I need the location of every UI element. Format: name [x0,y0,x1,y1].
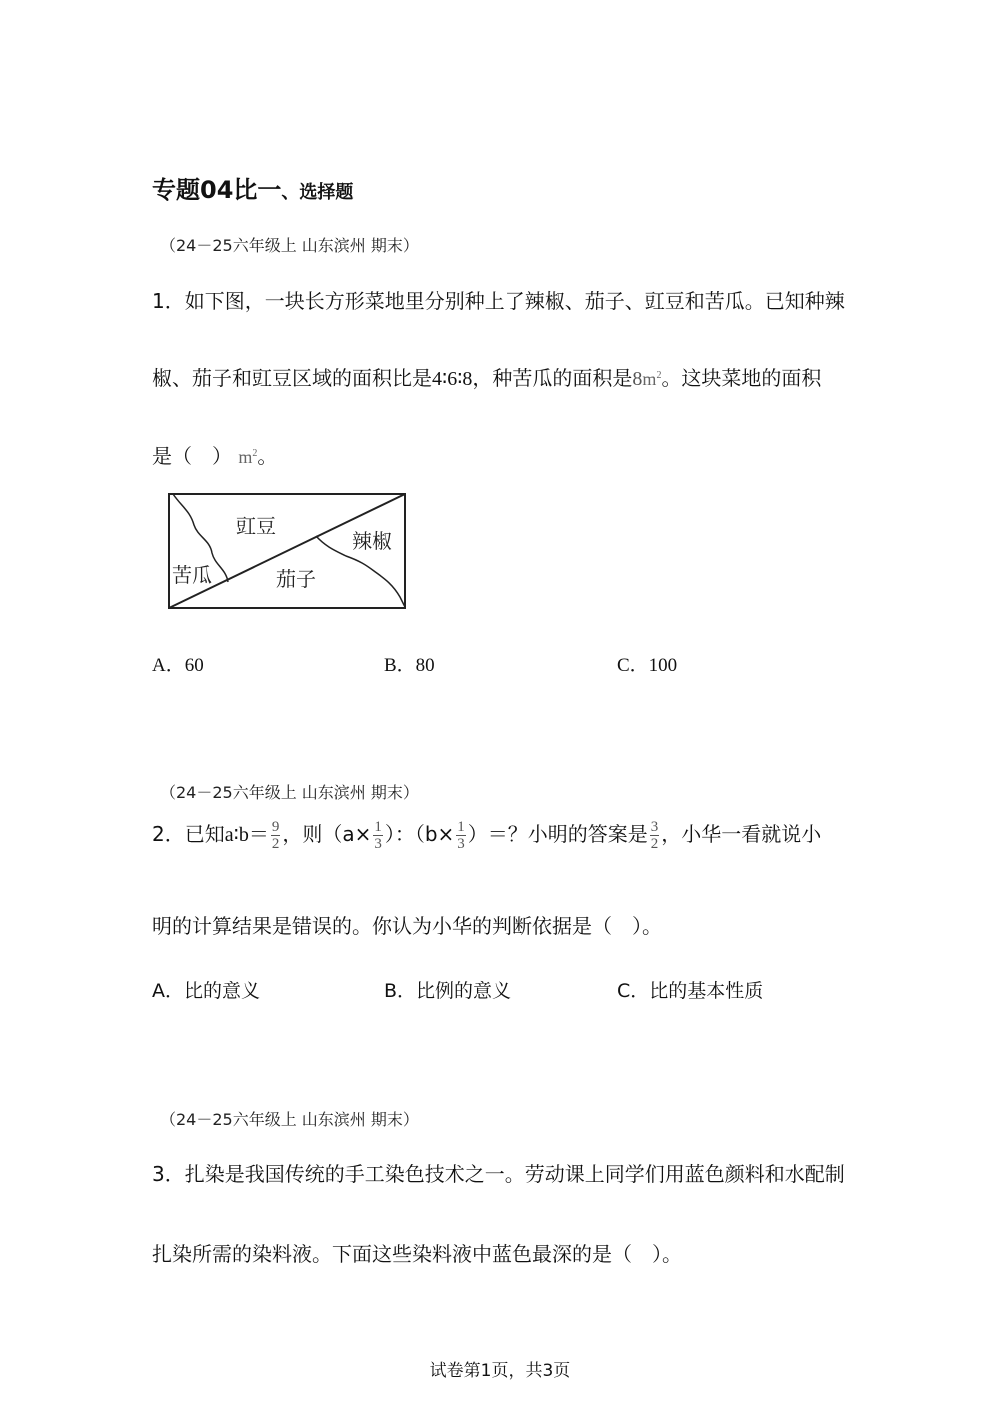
q2-text-b: ，则（a× [282,822,372,846]
q2-text-c: ）：（b× [384,822,455,846]
q2-text-a: 2．已知 [152,822,225,846]
q2-fraction-1 [271,819,281,852]
label-lajiao: 辣椒 [352,529,392,553]
q1-area-unit [642,369,661,389]
q2-ratio-ab: a∶b＝ [224,824,269,846]
q2-option-c[interactable]: C．比的基本性质 [617,980,764,1002]
q2-fraction-2 [373,819,383,852]
q2-option-a[interactable]: A．比的意义 [152,980,260,1002]
q1-answer-unit [238,447,257,467]
q1-line2-text-b: ，种苦瓜的面积是 [472,366,633,390]
frac-den: 3 [374,836,382,852]
q1-option-a[interactable]: A．60 [152,655,204,676]
frac-num: 9 [271,819,280,835]
unit-m: m [642,369,657,389]
q3-source: （24－25六年级上 山东滨州 期末） [160,1110,419,1129]
q1-option-b[interactable]: B．80 [384,655,435,676]
q1-line2 [152,362,821,391]
frac-num: 1 [457,819,465,835]
q1-line2-text-c: 。这块菜地的面积 [661,366,822,390]
q2-line2: 明的计算结果是错误的。你认为小华的判断依据是（ ）。 [152,914,662,938]
page-title [152,170,353,205]
q1-line3 [152,440,277,469]
label-doudou: 豇豆 [236,514,276,538]
q3-line1: 3．扎染是我国传统的手工染色技术之一。劳动课上同学们用蓝色颜料和水配制 [152,1162,845,1186]
frac-num: 1 [374,819,382,835]
unit-power: 2 [656,370,662,381]
unit-m: m [238,447,253,467]
page-footer: 试卷第1页，共3页 [429,1361,571,1381]
frac-den: 3 [457,836,465,852]
q3-line2: 扎染所需的染料液。下面这些染料液中蓝色最深的是（ ）。 [152,1242,682,1266]
title-sub: 、选择题 [281,182,354,203]
q2-fraction-3 [456,819,466,852]
q1-source: （24－25六年级上 山东滨州 期末） [160,236,419,255]
q2-fraction-4 [650,819,660,852]
q1-line1: 1．如下图，一块长方形菜地里分别种上了辣椒、茄子、豇豆和苦瓜。已知种辣 [152,289,845,313]
q1-option-c[interactable]: C．100 [617,655,678,676]
q2-text-e: ，小华一看就说小 [661,822,822,846]
q1-area-value: 8 [632,368,643,390]
label-kugua: 苦瓜 [172,563,212,587]
q1-ratio: 4∶6∶8 [432,368,473,390]
q1-line3-text-b: 。 [257,444,278,468]
q2-text-d: ）＝？小明的答案是 [467,822,648,846]
frac-den: 2 [650,836,659,852]
q1-line3-text-a: 是（ ） [152,444,232,468]
q1-line2-text-a: 椒、茄子和豇豆区域的面积比是 [152,366,432,390]
vegetable-field-figure [160,485,420,620]
label-qiezi: 茄子 [276,567,316,591]
q2-source: （24－25六年级上 山东滨州 期末） [160,783,419,802]
q2-option-b[interactable]: B．比例的意义 [384,980,512,1002]
title-main: 专题04比一 [152,176,282,204]
unit-power: 2 [252,448,258,459]
frac-num: 3 [650,819,659,835]
q2-line1 [152,818,821,852]
frac-den: 2 [271,836,280,852]
